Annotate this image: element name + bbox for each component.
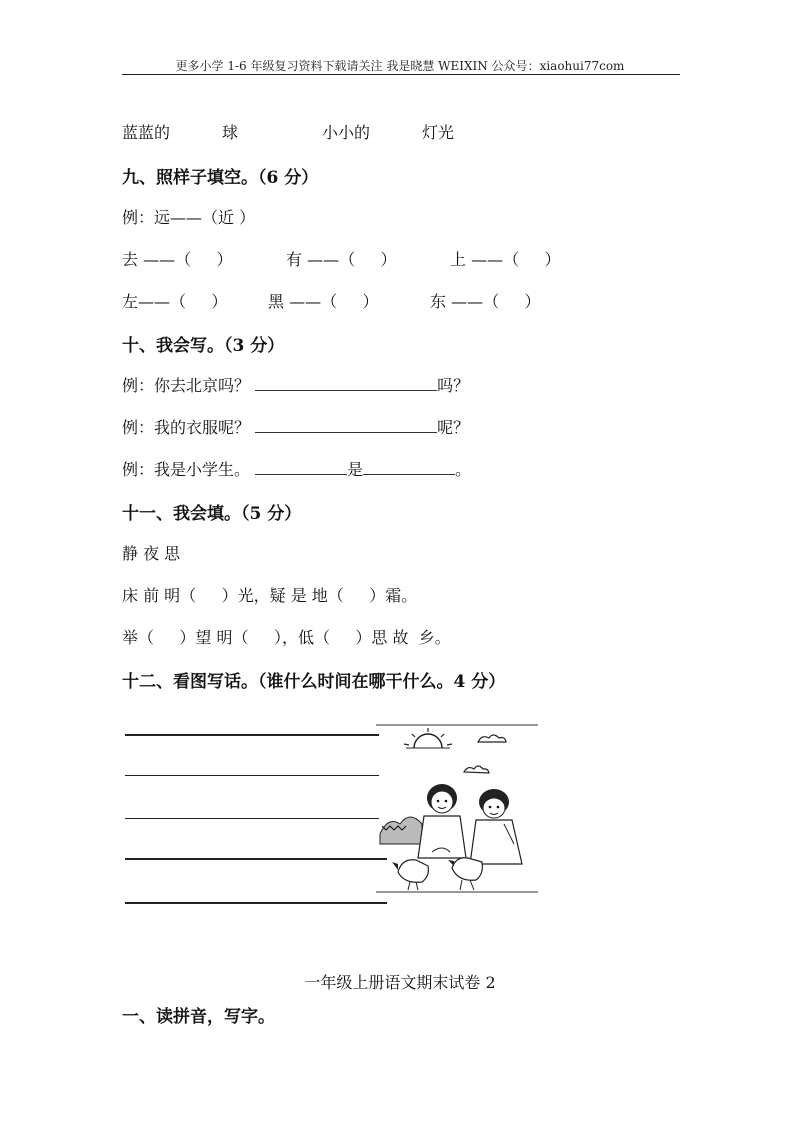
next-paper-q1-heading: 一、读拼音，写字。 <box>122 1007 275 1027</box>
q10-ex1-suffix: 吗？ <box>437 376 470 395</box>
q10-ex1-prompt: 例：你去北京吗？ <box>122 376 251 395</box>
q10-heading: 十、我会写。（3 分） <box>122 336 285 356</box>
q10-example-3 <box>122 457 471 480</box>
writing-line[interactable] <box>125 818 379 819</box>
q10-ex3-suffix: 。 <box>455 460 472 479</box>
q9-example: 例：远——（近 ） <box>122 208 256 227</box>
writing-line[interactable] <box>125 858 387 860</box>
q12-heading: 十二、看图写话。（谁什么时间在哪干什么。4 分） <box>122 672 506 692</box>
q11-heading: 十一、我会填。（5 分） <box>122 504 302 524</box>
phrase-c: 小小的 <box>322 123 371 142</box>
poem-title: 静 夜 思 <box>122 544 181 563</box>
writing-line[interactable] <box>125 775 379 776</box>
q9-heading: 九、照样子填空。（6 分） <box>122 168 319 188</box>
header-rule <box>122 74 680 75</box>
phrase-d: 灯光 <box>422 123 455 142</box>
q10-example-2 <box>122 415 469 438</box>
page-header: 更多小学 1-6 年级复习资料下载请关注 我是晓慧 WEIXIN 公众号：xiaohui77com <box>175 59 625 73</box>
writing-line[interactable] <box>125 734 379 736</box>
writing-line[interactable] <box>125 902 387 904</box>
q10-ex2-prompt: 例：我的衣服呢？ <box>122 418 251 437</box>
answer-blank[interactable] <box>255 431 437 433</box>
poem-line-2: 举（ ）望 明（ ），低（ ）思 故 乡。 <box>122 628 451 647</box>
poem-line-1: 床 前 明（ ）光，疑 是 地（ ）霜。 <box>122 586 418 605</box>
q9-r2-item: 东 ——（ ） <box>430 292 541 311</box>
phrase-a: 蓝蓝的 <box>122 123 171 142</box>
phrase-b: 球 <box>222 123 239 142</box>
q9-r1-item: 去 ——（ ） <box>122 250 233 269</box>
q9-r2-item: 左——（ ） <box>122 292 228 311</box>
q10-ex3-prompt: 例：我是小学生。 <box>122 460 251 479</box>
q10-ex3-mid: 是 <box>347 460 364 479</box>
q10-ex2-suffix: 呢？ <box>437 418 470 437</box>
q9-r2-item: 黑 ——（ ） <box>268 292 379 311</box>
q9-r1-item: 上 ——（ ） <box>450 250 561 269</box>
q10-example-1 <box>122 373 469 396</box>
answer-blank[interactable] <box>255 473 347 475</box>
answer-blank[interactable] <box>255 389 437 391</box>
next-paper-title: 一年级上册语文期末试卷 2 <box>304 973 496 992</box>
q9-r1-item: 有 ——（ ） <box>286 250 397 269</box>
answer-blank[interactable] <box>363 473 455 475</box>
picture-icon <box>376 720 538 896</box>
